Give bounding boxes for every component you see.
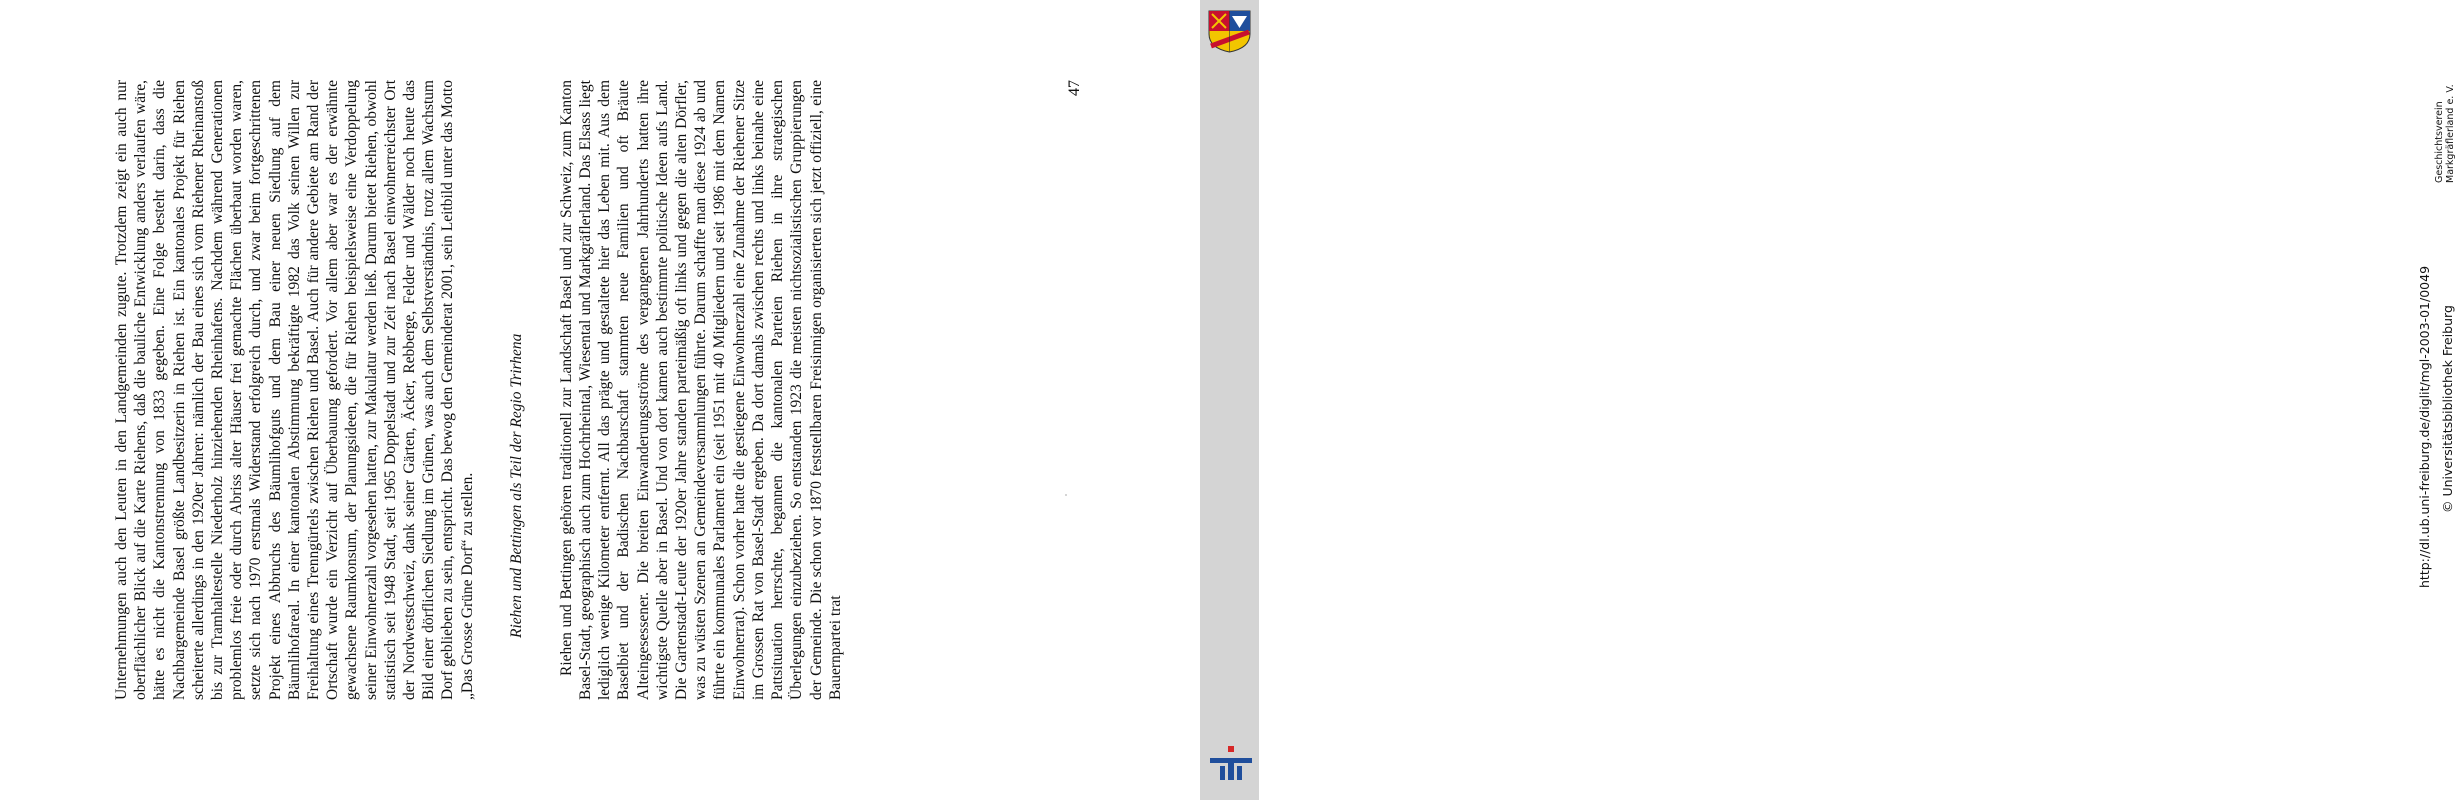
verein-name-line2: Markgräflerland e. V. <box>2445 84 2456 183</box>
verein-name-line1: Geschichtsverein <box>2434 101 2445 183</box>
scan-speck <box>1065 494 1067 496</box>
scanned-page <box>0 0 1200 800</box>
ub-freiburg-logo-icon <box>1208 744 1254 782</box>
source-url[interactable]: http://dl.ub.uni-freiburg.de/diglit/mgl-2003-01/0049 <box>2417 265 2432 588</box>
copyright-notice: © Universitätsbibliothek Freiburg <box>2440 305 2455 513</box>
rotated-text-block <box>100 80 1090 700</box>
body-paragraph-1: Unternehmungen auch den Leuten in den Landgemeinden zugute. Trotzdem zeigt ein auch nur oberflächlicher Blick auf die Karte Riehens, daß die bauliche Entwicklung anders verlaufen wäre, hätte es nicht die Kantonstrennung von 1833 gegeben. Eine Folge besteht darin, dass die Nachbargemeinde Basel größte Landbesitzerin in Riehen ist. Ein kantonales Projekt für Riehen scheiterte allerdings in den 1920er Jahren: nämlich der Bau eines sich vom Riehener Rheinanstoß bis zur Tramhaltestelle Niederholz hinziehenden Rheinhafens. Nachdem während Generationen problemlos freie oder durch Abriss alter Häuser frei gemachte Flächen überbaut worden waren, setzte sich nach 1970 erstmals Widerstand erfolgreich durch, und zwar beim fortgeschrittenen Projekt eines Abbruchs des Bäumlihofguts und dem Bau einer neuen Siedlung auf dem Bäumlihofareal. In einer kantonalen Abstimmung bekräftigte 1982 das Volk seinen Willen zur Freihaltung eines Trenngürtels zwischen Riehen und Basel. Auch für andere Gebiete am Rand der Ortschaft wurde ein Verzicht auf Überbauung gefordert. Vor allem aber war es der erwähnte gewachsene Raumkonsum, der Planungsideen, die für Riehen beispielsweise eine Verdoppelung seiner Einwohnerzahl vorgesehen hatten, zur Makulatur werden ließ. Darum bietet Riehen, obwohl statistisch seit 1948 Stadt, seit 1965 Doppelstadt und zur Zeit nach Basel einwohnerreichster Ort der Nordwestschweiz, dank seiner Gärten, Äcker, Rebberge, Felder und Wälder noch heute das Bild einer dörflichen Siedlung im Grünen, was auch dem Selbstverständnis, trotz allem Wachstum Dorf geblieben zu sein, entspricht. Das bewog den Gemeinderat 2001, sein Leitbild unter das Motto „Das Grosse Grüne Dorf“ zu stellen. <box>113 80 476 700</box>
viewer-sidebar <box>1200 0 2456 800</box>
markgraeflerland-crest-icon <box>1206 8 1253 54</box>
page-number: 47 <box>1066 80 1083 96</box>
body-paragraph-2: Riehen und Bettingen gehören traditionell zur Landschaft Basel und zur Schweiz, zum Kanton Basel-Stadt, geographisch auch zum Hochrheintal, Wiesental und Markgräflerland. Das Elsass liegt lediglich wenige Kilometer entfernt. All das prägte und gestaltete hier das Leben mit. Aus dem Baselbiet und der Badischen Nachbarschaft stammten neue Familien und oft Bräute Alteingesessener. Die breiten Einwanderungsströme des vergangenen Jahrhunderts hatten ihre wichtigste Quelle aber in Basel. Und von dort kamen auch bestimmte politische Ideen aufs Land. Die Gartenstadt-Leute der 1920er Jahre standen parteimäßig oft links und gegen die alten Dörfler, was zu wüsten Szenen an Gemeindeversammlungen führte. Darum schaffte man diese 1924 ab und führte ein kommunales Parlament ein (seit 1951 mit 40 Mitgliedern und seit 1986 mit dem Namen Einwohnerrat). Schon vorher hatte die gestiegene Einwohnerzahl eine Zunahme der Riehener Sitze im Grossen Rat von Basel-Stadt ergeben. Da dort damals zwischen rechts und links beinahe eine Pattsituation herrschte, begannen die kantonalen Parteien Riehen in ihre strategischen Überlegungen einzubeziehen. So entstanden 1923 die meisten nichtsozialistischen Gruppierungen der Gemeinde. Die schon vor 1870 feststellbaren Freisinnigen organisierten sich jetzt offiziell, eine Bauernpartei trat <box>557 80 844 700</box>
section-heading: Riehen und Bettingen als Teil der Regio Trirhena <box>507 333 525 638</box>
